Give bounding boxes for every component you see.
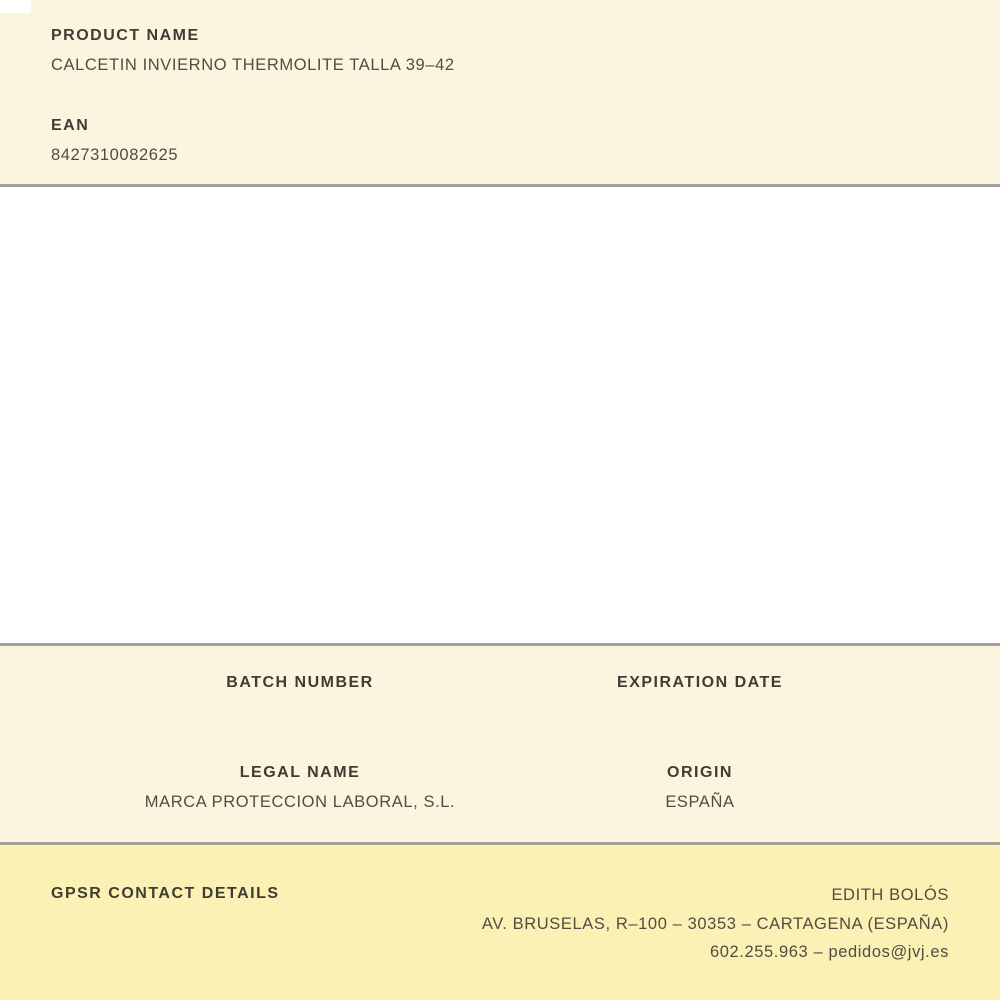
product-name-value: CALCETIN INVIERNO THERMOLITE TALLA 39–42 bbox=[51, 56, 455, 74]
gpsr-contact-block bbox=[280, 881, 949, 967]
batch-expiration-row bbox=[100, 672, 900, 723]
origin-field bbox=[500, 762, 900, 813]
legal-name-value: MARCA PROTECCION LABORAL, S.L. bbox=[144, 793, 456, 811]
empty-content-area bbox=[0, 187, 1000, 646]
ean-value: 8427310082625 bbox=[51, 146, 179, 164]
expiration-date-value bbox=[500, 701, 900, 723]
expiration-date-label: EXPIRATION DATE bbox=[617, 674, 783, 691]
product-name-label: PRODUCT NAME bbox=[51, 27, 200, 44]
legal-name-label: LEGAL NAME bbox=[239, 764, 361, 781]
corner-notch bbox=[0, 0, 31, 13]
contact-phone-email: 602.255.963 – pedidos@jvj.es bbox=[709, 943, 949, 961]
product-name-field bbox=[51, 25, 949, 76]
legal-name-field bbox=[100, 762, 500, 813]
gpsr-contact-section bbox=[0, 845, 1000, 1000]
product-header-section bbox=[0, 0, 1000, 187]
legal-origin-row bbox=[100, 762, 900, 813]
batch-number-field bbox=[100, 672, 500, 723]
product-info-section bbox=[0, 646, 1000, 845]
gpsr-contact-heading: GPSR CONTACT DETAILS bbox=[51, 885, 280, 902]
origin-value: ESPAÑA bbox=[665, 793, 735, 811]
batch-number-label: BATCH NUMBER bbox=[226, 674, 374, 691]
batch-number-value bbox=[100, 701, 500, 723]
ean-label: EAN bbox=[51, 117, 90, 134]
contact-person-name: EDITH BOLÓS bbox=[831, 886, 949, 904]
origin-label: ORIGIN bbox=[667, 764, 733, 781]
contact-address: AV. BRUSELAS, R–100 – 30353 – CARTAGENA (ESPAÑA) bbox=[481, 914, 949, 933]
ean-field bbox=[51, 115, 949, 166]
expiration-date-field bbox=[500, 672, 900, 723]
